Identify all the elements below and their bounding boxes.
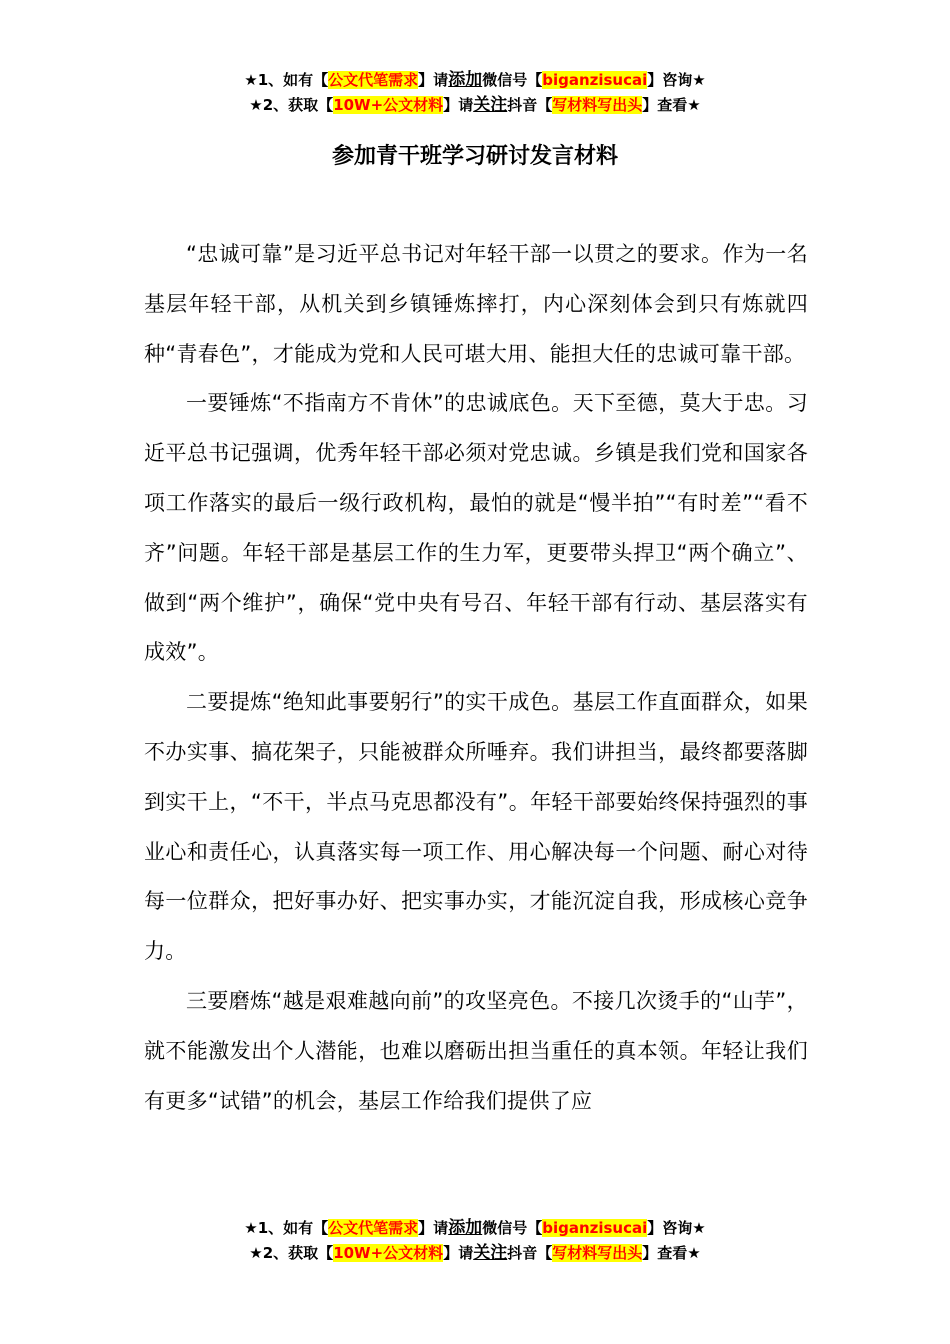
highlight-wechat-id: biganzisucai <box>542 71 648 89</box>
document-title: 参加青干班学习研讨发言材料 <box>331 144 618 169</box>
paragraph: 三要磨炼“越是艰难越向前”的攻坚亮色。不接几次烫手的“山芋”，就不能激发出个人潜能，也难以磨砺出担当重任的真本领。年轻让我们有更多“试错”的机会，基层工作给我们提供了应 <box>144 988 808 1113</box>
banner-line-2 <box>0 1241 950 1266</box>
banner-text: 】请 <box>443 1244 474 1262</box>
banner-text: 】查看★ <box>642 1244 701 1262</box>
paragraph: “忠诚可靠”是习近平总书记对年轻干部一以贯之的要求。作为一名基层年轻干部，从机关到乡镇锤炼摔打，内心深刻体会到只有炼就四种“青春色”，才能成为党和人民可堪大用、能担大任的忠诚可靠干部。 <box>144 242 808 366</box>
banner-text: ★2、获取【 <box>249 96 334 114</box>
emphasis-follow: 关注 <box>473 95 508 115</box>
highlight-materials: 10W+公文材料 <box>333 1244 444 1262</box>
banner-text: 】请 <box>443 96 474 114</box>
banner-line-1 <box>0 1216 950 1241</box>
paragraph: 一要锤炼“不指南方不肯休”的忠诚底色。天下至德，莫大于忠。习近平总书记强调，优秀年轻干部必须对党忠诚。乡镇是我们党和国家各项工作落实的最后一级行政机构，最怕的就是“慢半拍”“有时差”“看不齐”问题。年轻干部是基层工作的生力军，更要带头捍卫“两个确立”、做到“两个维护”，确保“党中央有号召、年轻干部有行动、基层落实有成效”。 <box>144 391 808 665</box>
highlight-wechat-id: biganzisucai <box>542 1219 648 1237</box>
highlight-douyin-account: 写材料写出头 <box>552 96 643 114</box>
banner-text: 抖音【 <box>507 1244 553 1262</box>
footer-banner <box>0 1216 950 1266</box>
emphasis-follow: 关注 <box>473 1243 508 1263</box>
banner-text: ★1、如有【 <box>244 1219 329 1237</box>
highlight-ghostwriting: 公文代笔需求 <box>328 71 419 89</box>
banner-text: 】查看★ <box>642 96 701 114</box>
banner-line-1 <box>0 68 950 93</box>
highlight-douyin-account: 写材料写出头 <box>552 1244 643 1262</box>
banner-text: ★1、如有【 <box>244 71 329 89</box>
banner-text: ★2、获取【 <box>249 1244 334 1262</box>
banner-text: 微信号【 <box>482 71 543 89</box>
highlight-materials: 10W+公文材料 <box>333 96 444 114</box>
highlight-ghostwriting: 公文代笔需求 <box>328 1219 419 1237</box>
banner-line-2 <box>0 93 950 118</box>
emphasis-add: 添加 <box>448 70 483 90</box>
banner-text: 抖音【 <box>507 96 553 114</box>
banner-text: 】请 <box>418 1219 449 1237</box>
banner-text: 微信号【 <box>482 1219 543 1237</box>
document-body <box>144 230 808 1126</box>
header-banner <box>0 68 950 118</box>
paragraph: 二要提炼“绝知此事要躬行”的实干成色。基层工作直面群众，如果不办实事、搞花架子，只能被群众所唾弃。我们讲担当，最终都要落脚到实干上，“不干，半点马克思都没有”。年轻干部要始终保持强烈的事业心和责任心，认真落实每一项工作、用心解决每一个问题、耐心对待每一位群众，把好事办好、把实事办实，才能沉淀自我，形成核心竞争力。 <box>144 690 808 964</box>
banner-text: 】请 <box>418 71 449 89</box>
banner-text: 】咨询★ <box>647 1219 706 1237</box>
emphasis-add: 添加 <box>448 1218 483 1238</box>
banner-text: 】咨询★ <box>647 71 706 89</box>
